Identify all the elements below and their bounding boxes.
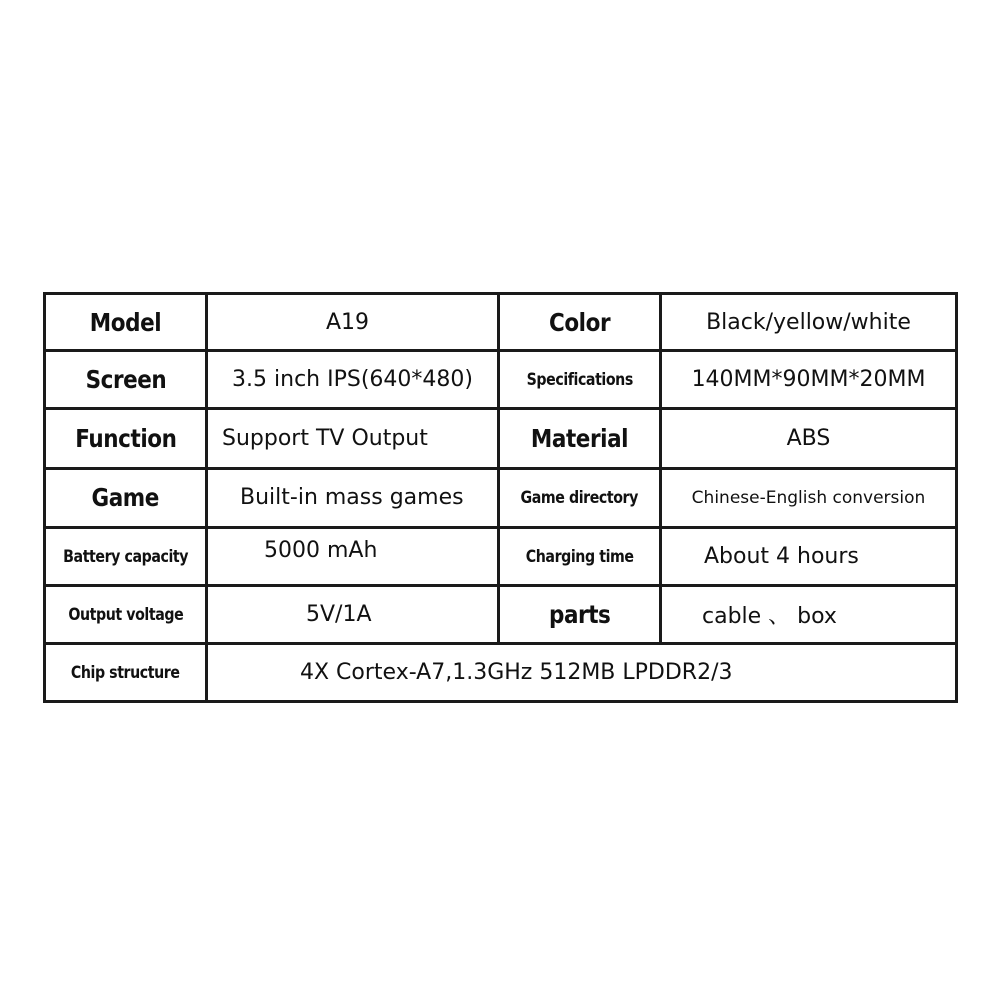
value-color: Black/yellow/white (706, 309, 911, 335)
value-material: ABS (786, 426, 831, 452)
label-chip-structure: Chip structure (71, 662, 180, 682)
label-game-directory: Game directory (520, 488, 639, 508)
value-output-voltage: 5V/1A (306, 601, 372, 627)
value-screen: 3.5 inch IPS(640*480) (232, 367, 473, 393)
label-charging-time: Charging time (525, 546, 634, 566)
value-cell (207, 585, 499, 643)
label-cell (45, 294, 207, 351)
value-cell (661, 585, 957, 643)
label-output-voltage: Output voltage (68, 604, 183, 624)
value-specifications: 140MM*90MM*20MM (691, 367, 926, 393)
value-battery-capacity: 5000 mAh (264, 537, 378, 563)
value-cell (207, 351, 499, 409)
value-cell (661, 294, 957, 351)
value-cell (207, 409, 499, 469)
table-row (45, 409, 957, 469)
label-model: Model (89, 307, 162, 337)
table-row (45, 585, 957, 643)
label-cell (499, 409, 661, 469)
label-function: Function (74, 424, 177, 454)
value-cell (661, 409, 957, 469)
label-specifications: Specifications (526, 370, 633, 390)
label-cell (499, 527, 661, 585)
label-cell (45, 585, 207, 643)
label-cell (499, 294, 661, 351)
label-game: Game (91, 483, 160, 513)
label-cell (499, 469, 661, 527)
label-cell (45, 527, 207, 585)
value-parts: cable 、 box (702, 603, 837, 629)
value-game: Built-in mass games (240, 485, 464, 511)
label-material: Material (530, 424, 629, 454)
label-color: Color (548, 307, 611, 337)
value-cell (661, 527, 957, 585)
table-row (45, 351, 957, 409)
table-row (45, 527, 957, 585)
value-chip-structure: 4X Cortex-A7,1.3GHz 512MB LPDDR2/3 (300, 659, 733, 685)
label-cell (45, 643, 207, 701)
value-model: A19 (325, 309, 370, 335)
value-cell (207, 527, 499, 585)
spec-table (43, 292, 958, 703)
table-row (45, 469, 957, 527)
value-cell (207, 643, 957, 701)
label-cell (45, 351, 207, 409)
value-cell (661, 351, 957, 409)
value-game-directory: Chinese-English conversion (691, 487, 926, 508)
value-charging-time: About 4 hours (704, 543, 859, 569)
label-cell (45, 469, 207, 527)
label-cell (499, 585, 661, 643)
value-cell (207, 469, 499, 527)
value-cell (661, 469, 957, 527)
value-function: Support TV Output (222, 426, 428, 452)
label-cell (499, 351, 661, 409)
value-cell (207, 294, 499, 351)
label-battery-capacity: Battery capacity (63, 546, 188, 566)
label-cell (45, 409, 207, 469)
table-row (45, 643, 957, 701)
label-screen: Screen (85, 365, 166, 395)
table-row (45, 294, 957, 351)
label-parts: parts (548, 599, 611, 629)
